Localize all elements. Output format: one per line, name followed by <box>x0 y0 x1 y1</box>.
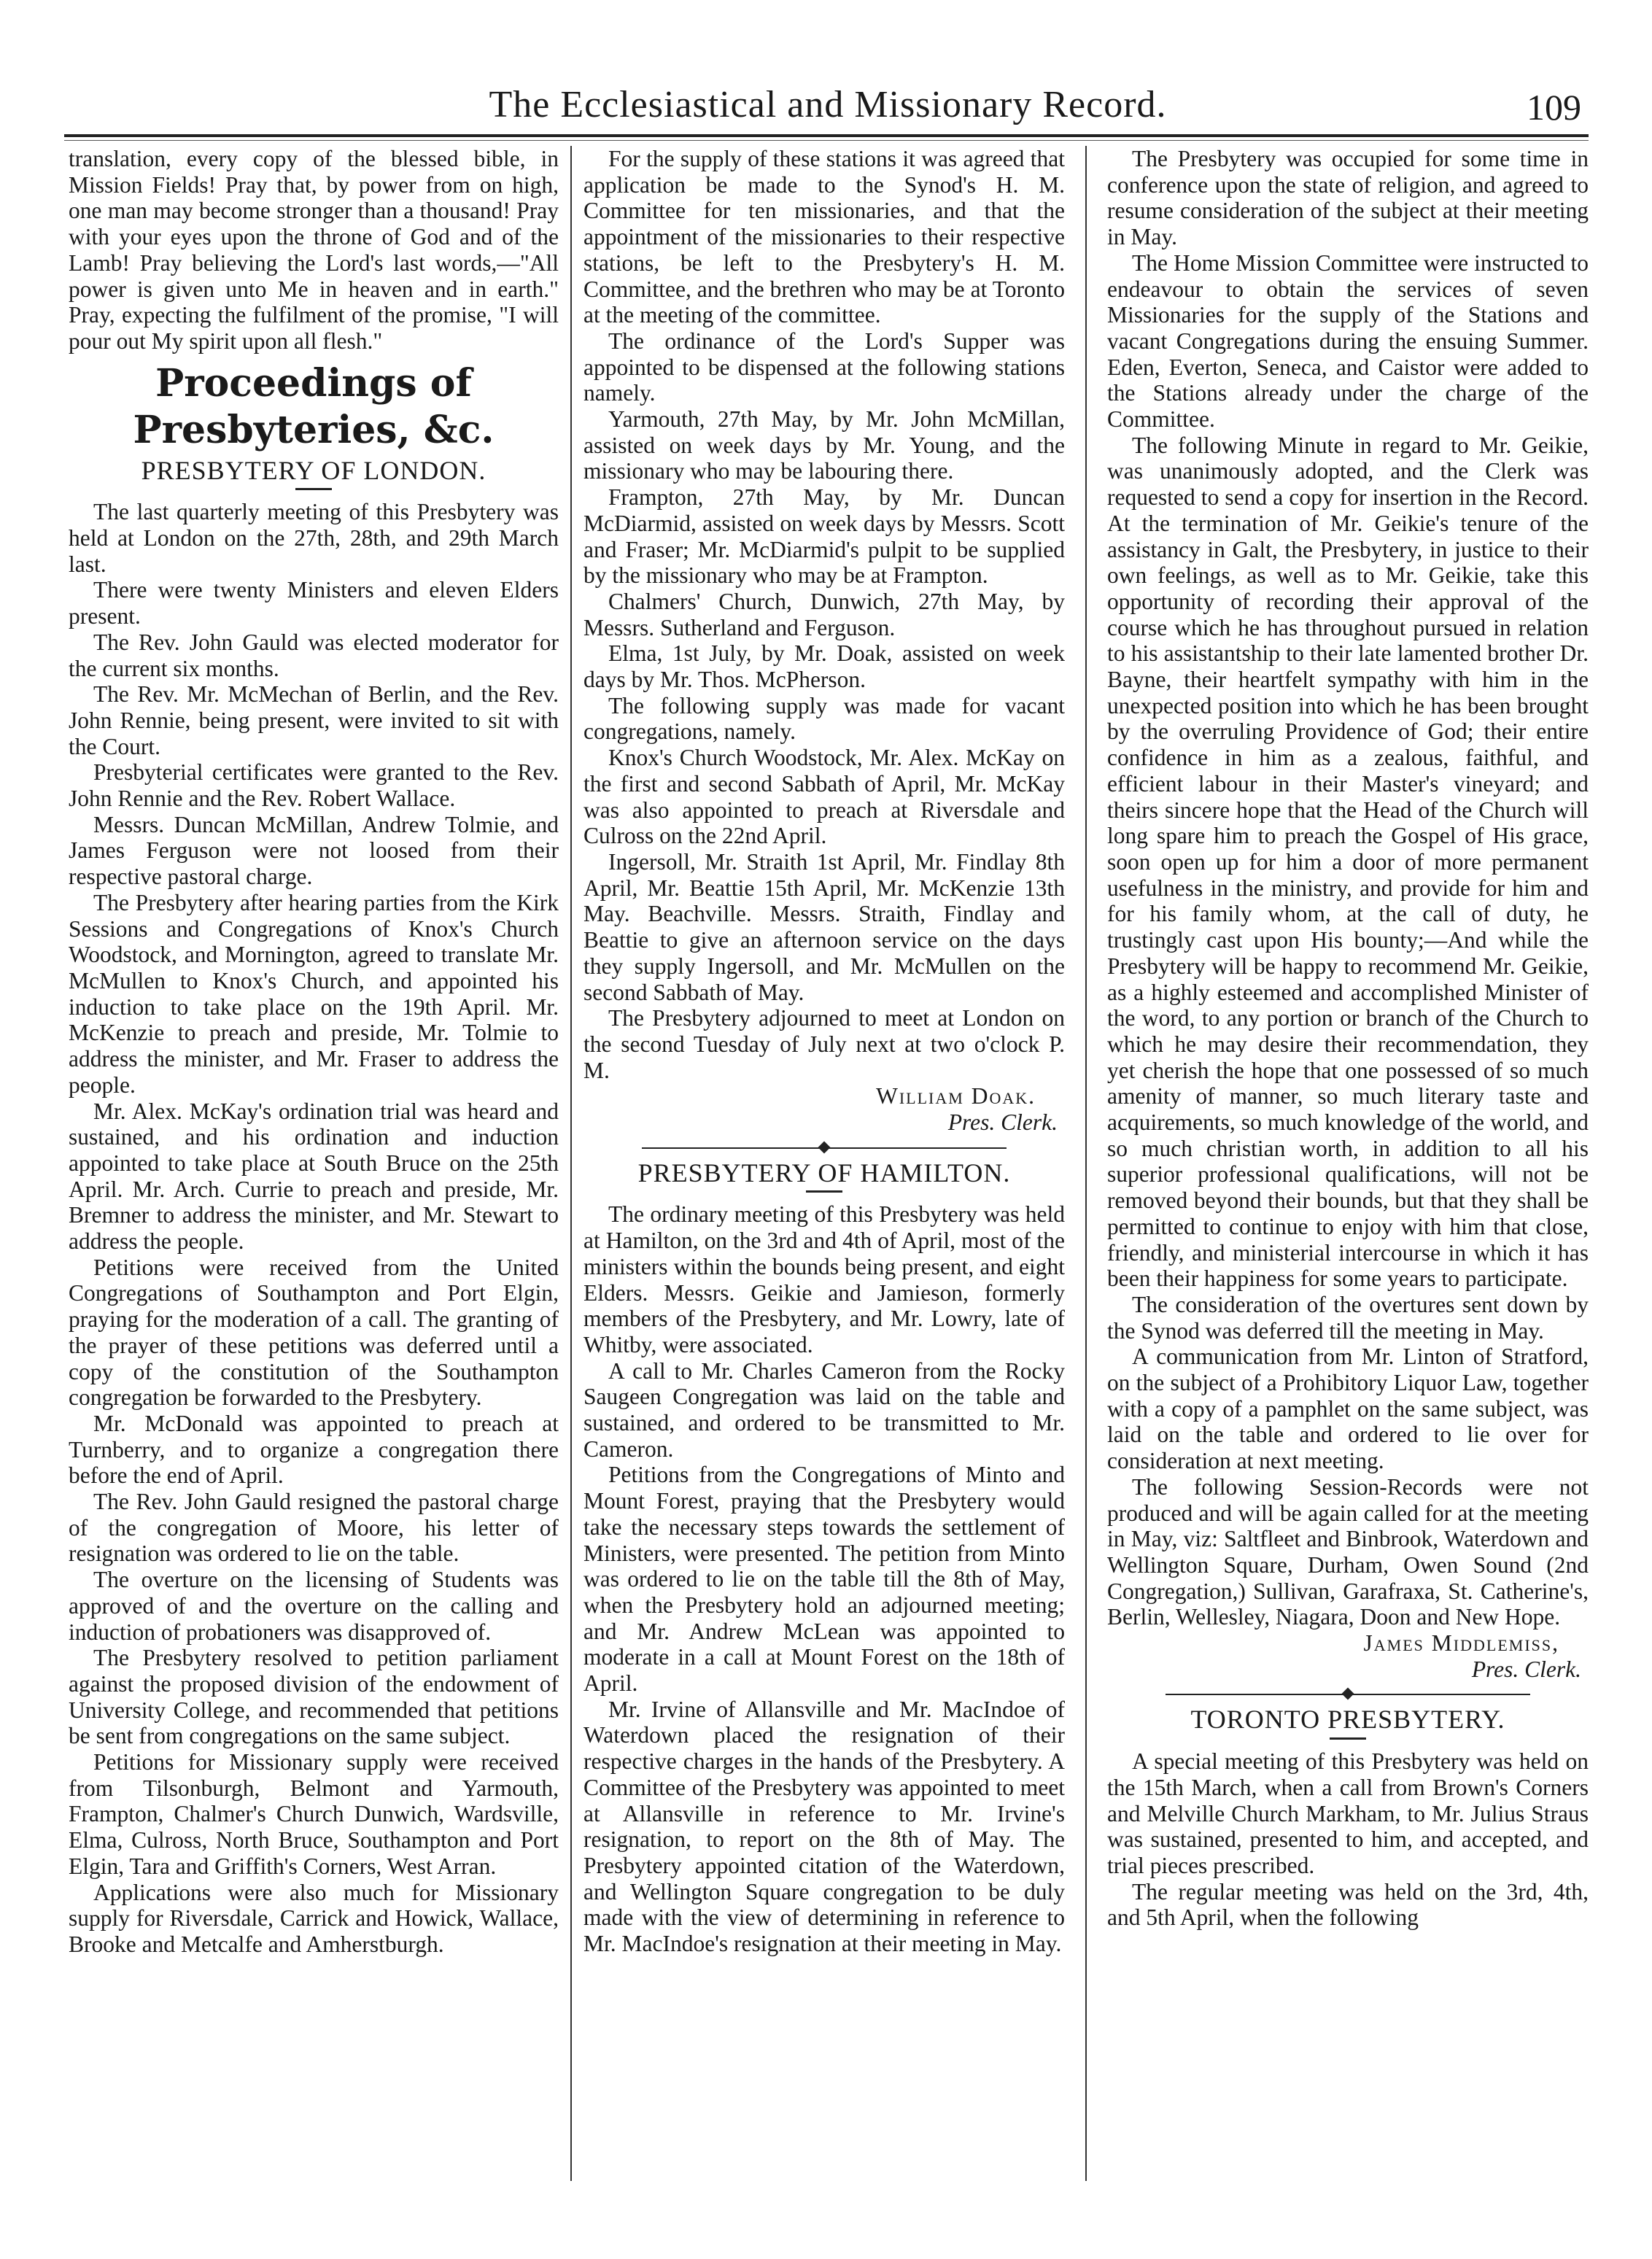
paragraph: Knox's Church Woodstock, Mr. Alex. McKay on the first and second Sabbath of April, Mr. McKay was also appointed to preach at Riversdale and Culross on the 22nd April. <box>583 745 1065 849</box>
paragraph: The last quarterly meeting of this Presbytery was held at London on the 27th, 28th, and 29th March last. <box>69 499 559 577</box>
header-rule-thin <box>64 140 1589 141</box>
paragraph: The regular meeting was held on the 3rd, 4th, and 5th April, when the following <box>1107 1878 1589 1931</box>
signature-name: James Middlemiss, <box>1363 1630 1559 1657</box>
paragraph: The Presbytery after hearing parties from the Kirk Sessions and Congregations of Knox's Church Woodstock, and Mornington, agreed to translate Mr. McMullen to Knox's Church, and appointed his induction to take place on the 19th April. Mr. McKenzie to preach and preside, Mr. Tolmie to address the minister, and Mr. Fraser to address the people. <box>69 889 559 1098</box>
paragraph: Mr. Irvine of Allansville and Mr. MacIndoe of Waterdown placed the resignation of their respective charges in the hands of the Presbytery. A Committee of the Presbytery was appointed to meet at Allansville in reference to Mr. Irvine's resignation, to report on the 8th of May. The Presbytery appointed citation of the Waterdown, and Wellington Square congregation to be duly made with the view of determining in reference to Mr. MacIndoe's resignation at their meeting in May. <box>583 1696 1065 1957</box>
divider-ornament <box>1342 1688 1354 1700</box>
paragraph: For the supply of these stations it was agreed that application be made to the Synod's H. M. Committee for ten missionaries, and that the appointment of the missionaries to their respective stations, be left to the Presbytery's H. M. Committee, and the brethren who may be at Toronto at the meeting of the committee. <box>583 146 1065 328</box>
presbytery-hamilton-title: PRESBYTERY OF HAMILTON. <box>637 1158 1011 1187</box>
paragraph: A special meeting of this Presbytery was held on the 15th March, when a call from Brown's Corners and Melville Church Markham, to Mr. Julius Straus was sustained, presented to him, and accepted, and trial pieces prescribed. <box>1107 1748 1589 1878</box>
divider-ornament <box>818 1141 831 1153</box>
column-3 <box>1107 146 1589 1931</box>
paragraph: The following supply was made for vacant congregations, namely. <box>583 692 1065 745</box>
paragraph: The Rev. John Gauld resigned the pastoral charge of the congregation of Moore, his letter of resignation was ordered to lie on the table. <box>69 1489 559 1567</box>
paragraph: The Presbytery resolved to petition parliament against the proposed division of the endowment of University College, and recommended that petitions be sent from congregations on the same subject. <box>69 1645 559 1749</box>
paragraph: The ordinance of the Lord's Supper was appointed to be dispensed at the following stations namely. <box>583 328 1065 406</box>
paragraph: The Home Mission Committee were instructed to endeavour to obtain the services of seven Missionaries for the supply of the Stations and vacant Congregations during the ensuing Summer. Eden, Everton, Seneca, and Caistor were added to the Stations already under the charge of the Committee. <box>1107 249 1589 433</box>
paragraph: Petitions from the Congregations of Minto and Mount Forest, praying that the Presbytery would take the necessary steps towards the settlement of Ministers, were presented. The petition from Minto was ordered to lie on the table till the 8th of May, when the Presbytery hold an adjourned meeting; and Mr. Andrew McLean was appointed to moderate in a call at Mount Forest on the 18th of April. <box>583 1462 1065 1697</box>
paragraph: Yarmouth, 27th May, by Mr. John McMillan, assisted on week days by Mr. Young, and the missionary who may be labouring there. <box>583 406 1065 484</box>
intro-paragraph: translation, every copy of the blessed bible, in Mission Fields! Pray that, by power from on high, one man may become stronger than a thousand! Pray with your eyes upon the throne of God and of the Lamb! Pray believing the Lord's last words,—"All power is given unto Me in heaven and in earth." Pray, expecting the fulfilment of the promise, "I will pour out My spirit upon all flesh." <box>69 146 559 354</box>
short-rule <box>806 1190 842 1193</box>
paragraph: Petitions for Missionary supply were received from Tilsonburgh, Belmont and Yarmouth, Frampton, Chalmer's Church Dunwich, Wardsville, Elma, Culross, North Bruce, Southampton and Port Elgin, Tara and Griffith's Corners, West Arran. <box>69 1749 559 1879</box>
paragraph: The consideration of the overtures sent down by the Synod was deferred till the meeting in May. <box>1107 1291 1589 1344</box>
paragraph: The Presbytery adjourned to meet at London on the second Tuesday of July next at two o'clock P. M. <box>583 1005 1065 1083</box>
column-divider-2 <box>1085 146 1087 2181</box>
paragraph: Mr. McDonald was appointed to preach at Turnberry, and to organize a congregation there before the end of April. <box>69 1410 559 1489</box>
section-divider <box>583 1142 1065 1155</box>
paragraph: The following Session-Records were not produced and will be again called for at the meeting in May, viz: Saltfleet and Binbrook, Waterdown and Wellington Square, Durham, Owen Sound (2nd Congregation,) Sullivan, Garafraxa, St. Catherine's, Berlin, Wellesley, Niagara, Doon and New Hope. <box>1107 1473 1589 1630</box>
presbytery-london-title: PRESBYTERY OF LONDON. <box>141 455 486 485</box>
short-rule <box>295 488 332 490</box>
paragraph: The overture on the licensing of Students was approved of and the overture on the calling and induction of probationers was disapproved of. <box>69 1567 559 1645</box>
signature-title: Pres. Clerk. <box>947 1109 1058 1136</box>
paragraph: A call to Mr. Charles Cameron from the Rocky Saugeen Congregation was laid on the table and sustained, and ordered to be transmitted to Mr. Cameron. <box>583 1357 1065 1462</box>
header-rule <box>64 134 1589 137</box>
paragraph: Messrs. Duncan McMillan, Andrew Tolmie, and James Ferguson were not loosed from their respective pastoral charge. <box>69 811 559 890</box>
paragraph: Chalmers' Church, Dunwich, 27th May, by Messrs. Sutherland and Ferguson. <box>583 588 1065 640</box>
signature-name: William Doak. <box>876 1083 1036 1109</box>
paragraph: Presbyterial certificates were granted to the Rev. John Rennie and the Rev. Robert Wallace. <box>69 759 559 812</box>
paragraph: The following Minute in regard to Mr. Geikie, was unanimously adopted, and the Clerk was requested to send a copy for insertion in the Record. At the termination of Mr. Geikie's tenure of the assistancy in Galt, the Presbytery, in justice to their own feelings, as well as to Mr. Geikie, take this opportunity of recording their approval of the course which he has throughout pursued in relation to his assistantship to their late lamented brother Dr. Bayne, their heartfelt sympathy with him in the unexpected position into which he has been brought by the overruling Providence of God; their entire confidence in him as a zealous, faithful, and efficient labour in their Master's vineyard; and theirs sincere hope that the Head of the Church will long spare him to preach the Gospel of His grace, soon open up for him a door of more permanent usefulness in the ministry, and provide for him and for his family whom, at the call of duty, he trustingly cast upon His bounty;—And while the Presbytery will be happy to recommend Mr. Geikie, as a highly esteemed and accomplished Minister of the word, to any portion or branch of the Church to which he may desire their recommendation, they yet cherish the hope that one possessed of so much amenity of manner, so much literary taste and acquirements, so much knowledge of the world, and so much christian worth, in addition to all his superior professional qualifications, will not be removed beyond their bounds, but that they shall be permitted to continue to enjoy with him that close, friendly, and ministerial intercourse in which it has been their happiness for some years to participate. <box>1107 432 1589 1292</box>
paragraph: A communication from Mr. Linton of Stratford, on the subject of a Prohibitory Liquor Law, together with a copy of a pamphlet on the same subject, was laid on the table and ordered to lie over for consideration at next meeting. <box>1107 1344 1589 1474</box>
column-1 <box>69 146 559 1958</box>
signature-title: Pres. Clerk. <box>1471 1656 1581 1682</box>
journal-title: The Ecclesiastical and Missionary Record. <box>489 84 1167 125</box>
paragraph: Frampton, 27th May, by Mr. Duncan McDiarmid, assisted on week days by Messrs. Scott and Fraser; Mr. McDiarmid's pulpit to be supplied by the missionary who may be at Frampton. <box>583 484 1065 589</box>
toronto-presbytery-title: TORONTO PRESBYTERY. <box>1190 1705 1505 1735</box>
page-number: 109 <box>1527 87 1581 128</box>
paragraph: Applications were also much for Missionary supply for Riversdale, Carrick and Howick, Wallace, Brooke and Metcalfe and Amherstburgh. <box>69 1879 559 1957</box>
paragraph: Ingersoll, Mr. Straith 1st April, Mr. Findlay 8th April, Mr. Beattie 15th April, Mr. McKenzie 13th May. Beachville. Messrs. Straith, Findlay and Beattie to give an afternoon service on the days they supply Ingersoll, and Mr. McMullen on the second Sabbath of May. <box>583 848 1065 1005</box>
section-heading: Proceedings of Presbyteries, &c. <box>133 360 495 452</box>
paragraph: Mr. Alex. McKay's ordination trial was heard and sustained, and his ordination and induction appointed to take place at South Bruce on the 25th April. Mr. Arch. Currie to preach and preside, Mr. Bremner to address the minister, and Mr. Stewart to address the people. <box>69 1098 559 1255</box>
paragraph: The Presbytery was occupied for some time in conference upon the state of religion, and agreed to resume consideration of the subject at their meeting in May. <box>1107 146 1589 250</box>
paragraph: Elma, 1st July, by Mr. Doak, assisted on week days by Mr. Thos. McPherson. <box>583 640 1065 693</box>
section-divider <box>1107 1688 1589 1701</box>
paragraph: The Rev. John Gauld was elected moderator for the current six months. <box>69 629 559 681</box>
column-divider-1 <box>570 146 572 2181</box>
short-rule <box>1330 1737 1366 1740</box>
paragraph: There were twenty Ministers and eleven Elders present. <box>69 577 559 629</box>
paragraph: The Rev. Mr. McMechan of Berlin, and the Rev. John Rennie, being present, were invited to sit with the Court. <box>69 681 559 759</box>
paragraph: The ordinary meeting of this Presbytery was held at Hamilton, on the 3rd and 4th of April, most of the ministers within the bounds being present, and eight Elders. Messrs. Geikie and Jamieson, formerly members of the Presbytery, and Mr. Lowry, late of Whitby, were associated. <box>583 1201 1065 1357</box>
paragraph: Petitions were received from the United Congregations of Southampton and Port Elgin, praying for the moderation of a call. The granting of the prayer of these petitions was deferred until a copy of the constitution of the Southampton congregation be forwarded to the Presbytery. <box>69 1254 559 1411</box>
column-2 <box>583 146 1065 1957</box>
page-header <box>58 73 1597 131</box>
